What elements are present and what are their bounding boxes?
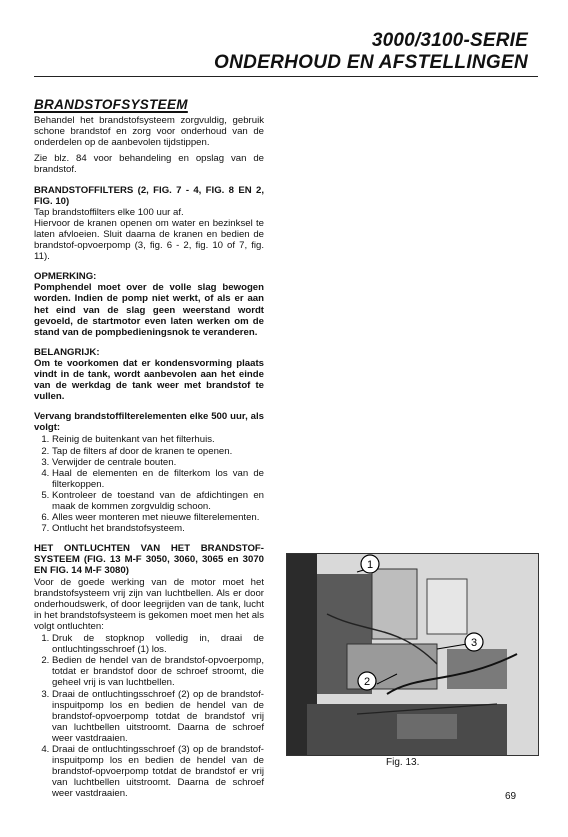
list-item: 6. Alles weer monteren met nieuwe filterelementen. <box>52 512 264 523</box>
intro-paragraph-2: Zie blz. 84 voor behandeling en opslag van de brandstof. <box>34 153 264 176</box>
bleeding-steps <box>34 633 264 799</box>
header-rule <box>34 76 538 77</box>
page-number: 69 <box>505 791 517 802</box>
engine-photo <box>286 553 539 756</box>
bleeding-text: Voor de goede werking van de motor moet het brandstofsysteem vrij zijn van luchtbellen. Als er door onderhoudswerk, of door leegrijden van de tank, lucht in het brandstofsysteem is gekomen moet men het als volgt ontluchten: <box>34 576 264 632</box>
important-text: Om te voorkomen dat er kondensvorming plaats vindt in de tank, wordt aanbevolen aan het einde van de werkdag de tank weer met brandstof te vullen. <box>34 357 264 403</box>
list-item: 5. Kontroleer de toestand van de afdichtingen en maak de kommen zorgvuldig schoon. <box>52 490 264 512</box>
series-title: 3000/3100-SERIE <box>371 30 528 51</box>
filters-text: Hiervoor de kranen openen om water en bezinksel te laten afvloeien. Sluit daarna de kranen en bedien de brandstof-opvoerpomp (3, fig. 6 - 2, fig. 10 of 7, fig. 11). <box>34 217 264 263</box>
text-column <box>34 99 264 804</box>
note-text: Pomphendel moet over de volle slag bewogen worden. Indien de pomp niet werkt, of als er aan het eind van de slag geen weerstand wordt gevoeld, de startmotor even laten werken om de stand van de pompbedieningsnok te veranderen. <box>34 282 264 338</box>
figure-caption: Fig. 13. <box>386 757 420 768</box>
list-item: 2. Tap de filters af door de kranen te openen. <box>52 446 264 457</box>
engine-illustration <box>287 554 538 755</box>
list-item: 2. Bedien de hendel van de brandstof-opvoerpomp, totdat er brandstof door de schroef stroomt, die geheel vrij is van luchtbellen. <box>52 655 264 688</box>
section-title: BRANDSTOFSYSTEEM <box>34 97 188 112</box>
callout-label-3: 3 <box>470 637 478 649</box>
replace-steps <box>34 434 264 534</box>
filters-heading: BRANDSTOFFILTERS (2, FIG. 7 - 4, FIG. 8 EN 2, FIG. 10) <box>34 184 264 207</box>
replace-heading: Vervang brandstoffilterelementen elke 500 uur, als volgt: <box>34 411 264 434</box>
callout-label-2: 2 <box>363 676 371 688</box>
callout-label-1: 1 <box>366 559 374 571</box>
page-title: ONDERHOUD EN AFSTELLINGEN <box>214 52 528 73</box>
list-item: 4. Draai de ontluchtingsschroef (3) op de brandstof-inspuitpomp los en bedien de hendel van de brandstof-opvoerpomp totdat de brandstof er vrij van luchtbellen uitstroomt. Daarna de schroef weer vastdraaien. <box>52 744 264 799</box>
important-label: BELANGRIJK: <box>34 346 100 358</box>
list-item: 3. Draai de ontluchtingsschroef (2) op de brandstof-inspuitpomp los en bedien de hendel van de brandstof-opvoerpomp totdat de brandstof vrij van luchtbellen uitstroomt. Daarna de schroef weer vastdraaien. <box>52 689 264 744</box>
filters-line: Tap brandstoffilters elke 100 uur af. <box>34 206 184 218</box>
intro-paragraph: Behandel het brandstofsysteem zorgvuldig, gebruik schone brandstof en zorg voor onderhoud van de onderdelen op de aanbevolen tijdstippen. <box>34 115 264 149</box>
list-item: 1. Reinig de buitenkant van het filterhuis. <box>52 434 264 445</box>
list-item: 1. Druk de stopknop volledig in, draai de ontluchtingsschroef (1) los. <box>52 633 264 655</box>
note-label: OPMERKING: <box>34 271 97 283</box>
list-item: 7. Ontlucht het brandstofsysteem. <box>52 523 264 534</box>
list-item: 4. Haal de elementen en de filterkom los van de filterkoppen. <box>52 468 264 490</box>
list-item: 3. Verwijder de centrale bouten. <box>52 457 264 468</box>
bleeding-heading: HET ONTLUCHTEN VAN HET BRANDSTOF-SYSTEEM (FIG. 13 M-F 3050, 3060, 3065 en 3070 EN FIG. 14 M-F 3080) <box>34 543 264 577</box>
